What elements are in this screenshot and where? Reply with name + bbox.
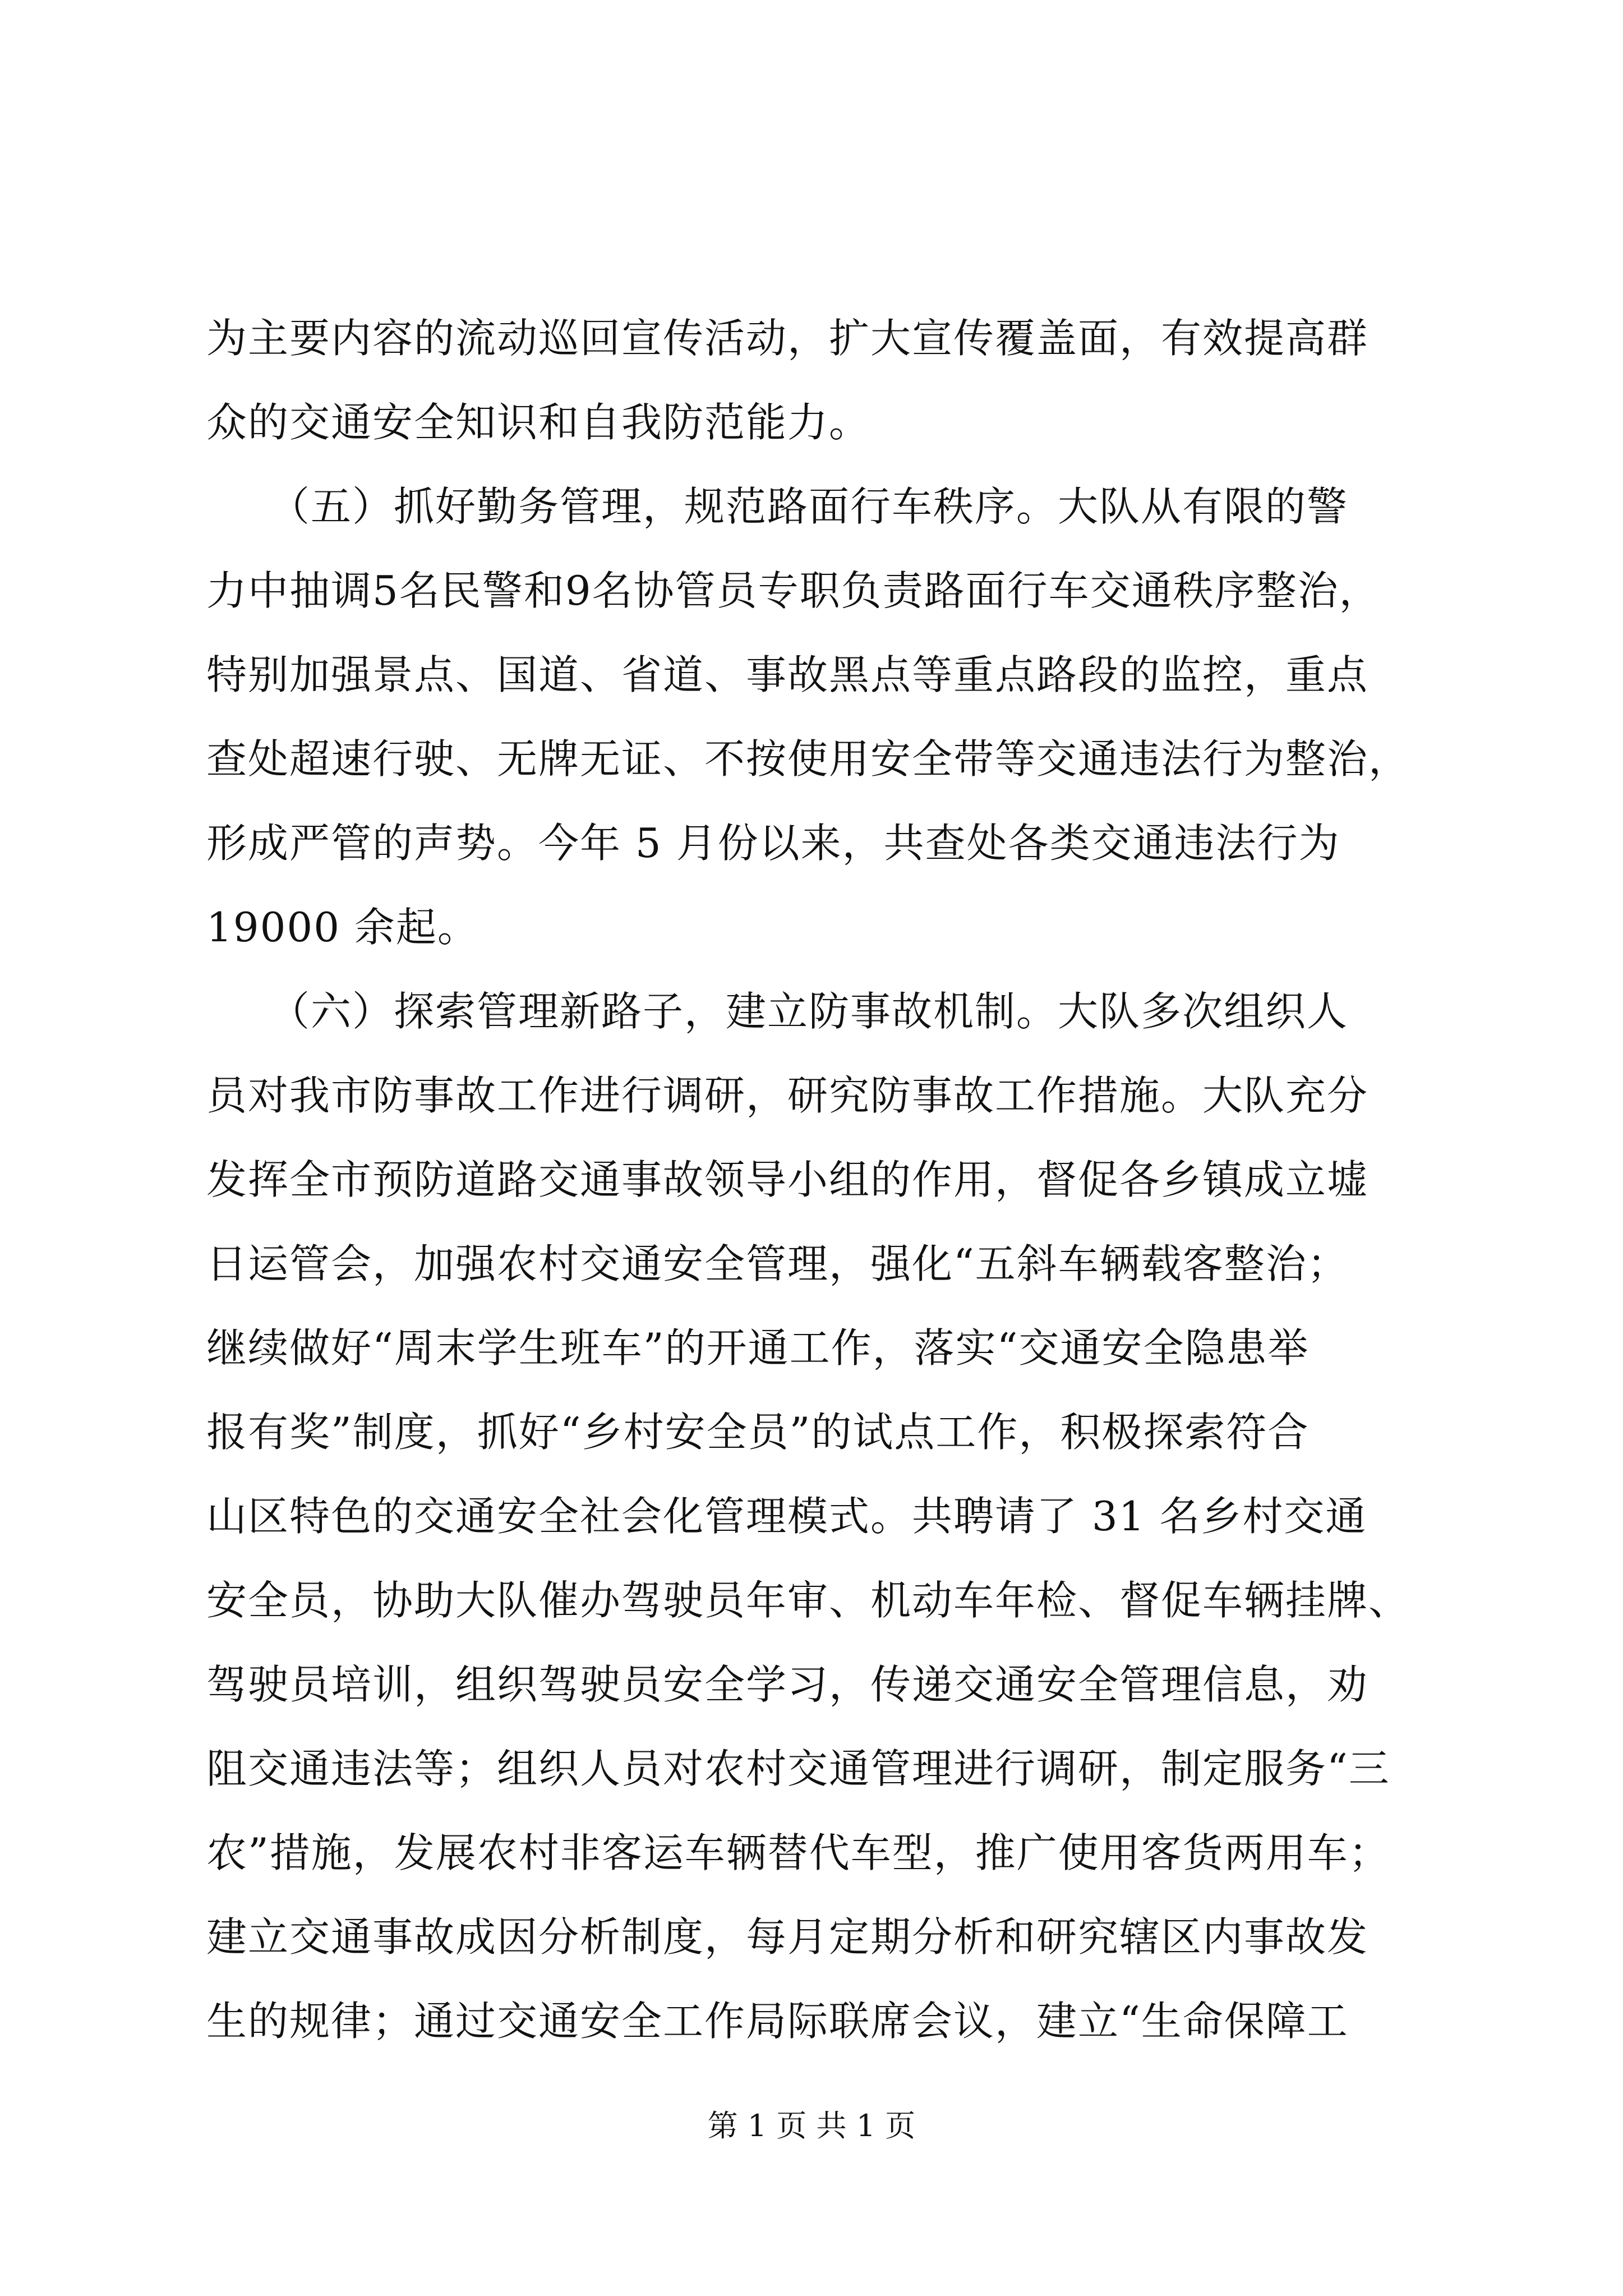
text-line: 建立交通事故成因分析制度，每月定期分析和研究辖区内事故发 [206, 1913, 1369, 1961]
text-line: 力中抽调5名民警和9名协管员专职负责路面行车交通秩序整治， [206, 567, 1381, 614]
text-line: 发挥全市预防道路交通事故领导小组的作用，督促各乡镇成立墟 [206, 1156, 1369, 1203]
text-line: 安全员，协助大队催办驾驶员年审、机动车年检、督促车辆挂牌、 [206, 1577, 1410, 1624]
text-line: 日运管会，加强农村交通安全管理，强化“五斜车辆载客整治； [206, 1240, 1349, 1287]
text-line: （六）探索管理新路子，建立防事故机制。大队多次组织人 [206, 988, 1349, 1035]
text-line: 形成严管的声势。今年 5 月份以来，共查处各类交通违法行为 [206, 820, 1340, 867]
text-line: （五）抓好勤务管理，规范路面行车秩序。大队从有限的警 [206, 483, 1349, 530]
page-footer [0, 2104, 1623, 2148]
document-body [206, 296, 1423, 2063]
page-number-label: 第 1 页 共 1 页 [707, 2108, 916, 2143]
text-line: 阻交通违法等；组织人员对农村交通管理进行调研，制定服务“三 [206, 1745, 1390, 1792]
text-line: 继续做好“周末学生班车”的开通工作，落实“交通安全隐患举 [206, 1324, 1310, 1372]
text-line: 驾驶员培训，组织驾驶员安全学习，传递交通安全管理信息，劝 [206, 1661, 1369, 1708]
text-line: 生的规律；通过交通安全工作局际联席会议，建立“生命保障工 [206, 1998, 1349, 2045]
text-line: 山区特色的交通安全社会化管理模式。共聘请了 31 名乡村交通 [206, 1493, 1367, 1540]
text-line: 查处超速行驶、无牌无证、不按使用安全带等交通违法行为整治， [206, 735, 1410, 783]
text-line: 众的交通安全知识和自我防范能力。 [206, 399, 871, 446]
text-line: 19000 余起。 [206, 904, 479, 951]
text-line: 为主要内容的流动巡回宣传活动，扩大宣传覆盖面，有效提高群 [206, 315, 1369, 362]
text-line: 特别加强景点、国道、省道、事故黑点等重点路段的监控，重点 [206, 651, 1369, 698]
text-line: 报有奖”制度，抓好“乡村安全员”的试点工作，积极探索符合 [206, 1409, 1310, 1456]
text-line: 员对我市防事故工作进行调研，研究防事故工作措施。大队充分 [206, 1072, 1369, 1119]
text-line: 农”措施，发展农村非客运车辆替代车型，推广使用客货两用车； [206, 1829, 1390, 1876]
